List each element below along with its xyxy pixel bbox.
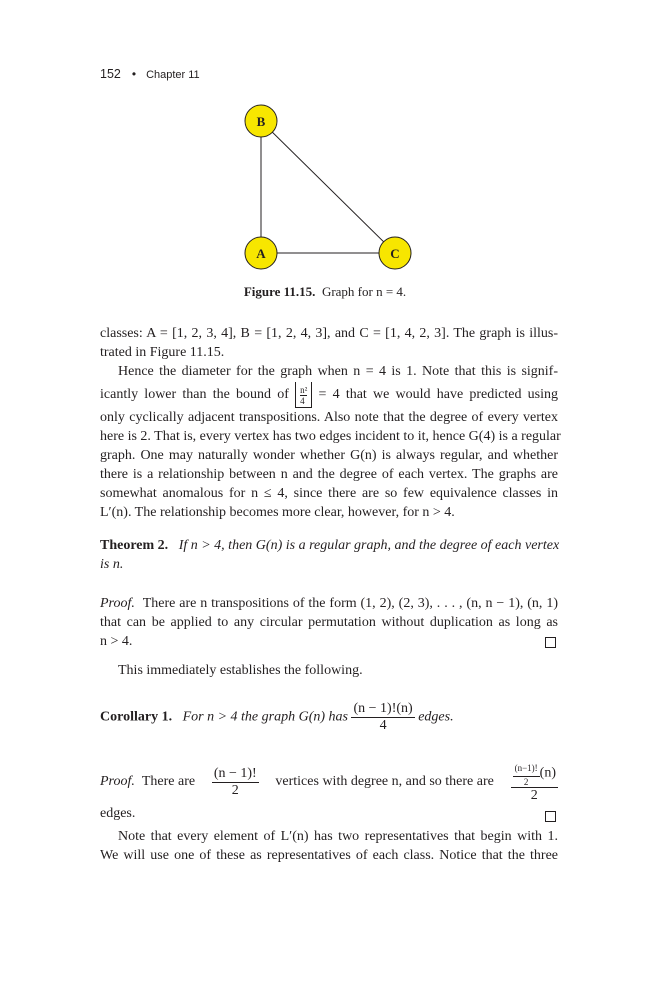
fraction-denominator: 2 [530,788,538,803]
proof-text: edges. [100,806,136,821]
text-line: somewhat anomalous for n ≤ 4, since there are so few equivalence classes in [100,486,558,501]
text-line: trated in Figure 11.15. [100,345,225,360]
node-b-label: B [256,114,266,129]
text-line: there is a relationship between n and the degree of each vertex. The graphs are [100,467,558,482]
text-line: We will use one of these as representatives of each class. Notice that the three [100,848,558,863]
text-fragment: = 4 that we would have predicted using [318,387,559,402]
fraction-denominator: 2 [231,782,239,798]
qed-symbol [545,811,556,822]
node-a-label: A [256,246,266,261]
corollary-label: Corollary 1. [100,709,173,725]
proof-start [100,774,195,790]
text-line: Note that every element of L′(n) has two representatives that begin with 1. [118,829,558,844]
proof-text: vertices with degree n, and so there are [275,774,494,789]
node-c [379,237,411,269]
corollary-text: For n > 4 the graph G(n) has [182,709,348,725]
proof-line [100,806,558,822]
graph-figure [0,0,650,290]
proof-label: Proof. [100,596,135,611]
floor-frac-denominator: 4 [300,396,305,407]
paragraph-graph-discussion [100,324,561,522]
proof-line [100,594,558,613]
fraction-numerator: (n − 1)! [213,765,257,781]
proof-line: that can be applied to any circular permutation without duplication as long as [100,615,558,630]
vertices-fraction [212,766,259,799]
proof-line [100,760,558,804]
edges-count-fraction [511,760,558,804]
transition-sentence [100,661,558,680]
figure-caption [0,284,650,300]
theorem-statement-end: is n. [100,557,124,572]
fraction-numerator: (n − 1)!(n) [353,701,413,716]
theorem-line [100,536,558,555]
page-number: 152 [100,67,121,81]
edges-fraction [351,701,414,734]
theorem-line [100,555,558,574]
node-b [245,105,277,137]
proof-text: There are n transpositions of the form (1, 2), (2, 3), . . . , (n, n − 1), (n, 1) [142,596,558,611]
figure-caption-text: Graph for n = 4. [321,284,407,299]
inner-denominator: 2 [523,777,529,787]
proof-label: Proof. [100,774,135,789]
node-a [245,237,277,269]
proof-line [100,632,558,651]
inner-factor: (n) [539,765,556,781]
proof-corollary-1 [100,760,558,822]
floor-expression [295,382,312,408]
proof-theorem-2 [100,594,558,651]
chapter-title: Chapter 11 [146,69,200,81]
text-line: here is 2. That is, every vertex has two edges incident to it, hence G(4) is a regular [100,429,561,444]
inner-numerator: (n−1)! [513,760,540,777]
theorem-2 [100,536,558,574]
qed-symbol [545,637,556,648]
fraction-denominator: 4 [379,718,387,733]
node-c-label: C [390,246,400,261]
text-line: graph. One may naturally wonder whether G(n) is always regular, and whether [100,448,558,463]
corollary-text-end: edges. [418,709,454,725]
edge-b-c [261,121,395,253]
proof-text: n > 4. [100,634,133,649]
text-line: only cyclically adjacent transpositions. Also note that the degree of every vertex [100,410,558,425]
text-line-with-floor [100,381,558,408]
figure-caption-label: Figure 11.15. [243,284,316,299]
text-line: This immediately establishes the following. [118,663,363,678]
text-line: classes: A = [1, 2, 3, 4], B = [1, 2, 4, 3], and C = [1, 4, 2, 3]. The graph is illus- [100,326,558,341]
floor-frac-numerator: n² [300,385,308,396]
header-bullet: • [131,67,137,81]
corollary-1 [100,701,558,734]
proof-text: There are [141,774,196,789]
text-line: Hence the diameter for the graph when n = 4 is 1. Note that this is signif- [118,364,558,379]
compound-numerator [511,760,558,788]
theorem-statement: If n > 4, then G(n) is a regular graph, and the degree of each vertex [178,538,560,553]
paragraph-representatives [100,827,558,865]
theorem-label: Theorem 2. [100,538,169,553]
text-fragment: icantly lower than the bound of [100,387,289,402]
text-line: L′(n). The relationship becomes more clear, however, for n > 4. [100,505,455,520]
